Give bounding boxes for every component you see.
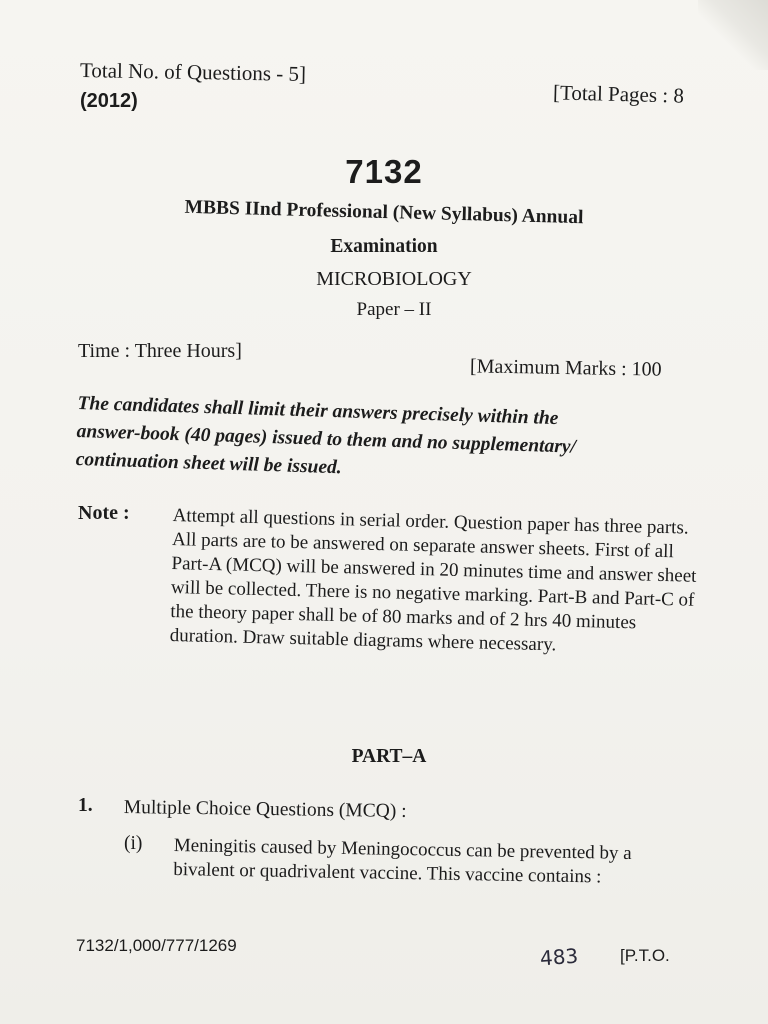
instruction-line: continuation sheet will be issued.	[75, 448, 343, 479]
paper-code: 7132	[345, 153, 423, 190]
note-label: Note :	[78, 502, 130, 524]
maximum-marks: [Maximum Marks : 100	[469, 355, 662, 381]
sub-question-text: Meningitis caused by Meningococcus can be prevented by a bivalent or quadrivalent vaccine. This vaccine contains :	[173, 834, 632, 888]
part-a-heading: PART–A	[351, 746, 427, 767]
instruction-line: The candidates shall limit their answers precisely within the	[77, 392, 559, 430]
exam-title-line2: Examination	[330, 236, 438, 257]
total-pages: [Total Pages : 8	[552, 80, 685, 108]
instruction-line: answer-book (40 pages) issued to them and no supplementary/	[76, 420, 577, 458]
sub-question-number: (i)	[124, 833, 143, 854]
question-number: 1.	[78, 795, 93, 816]
exam-year: (2012)	[80, 90, 138, 112]
total-questions: Total No. of Questions - 5]	[79, 58, 307, 86]
note-text: Attempt all questions in serial order. Question paper has three parts. All parts are to be answered on separate answer sheets. First of all Part-A (MCQ) will be answered in 20 minutes time and answer sheet will be collected. There is no negative marking. Part-B and Part-C of the theory paper shall be of 80 marks and of 2 hrs 40 minutes duration. Draw suitable diagrams where necessary.	[169, 504, 697, 656]
question-text: Multiple Choice Questions (MCQ) :	[123, 797, 407, 822]
handwritten-note: 483	[539, 943, 579, 971]
page-corner-fold	[698, 0, 768, 70]
subject-title: MICROBIOLOGY	[316, 268, 472, 290]
pto-marker: [P.T.O.	[620, 946, 670, 965]
exam-title-line1: MBBS IInd Professional (New Syllabus) Annual	[184, 196, 584, 229]
candidate-instructions	[75, 390, 577, 490]
paper-number: Paper – II	[356, 299, 432, 320]
exam-time: Time : Three Hours]	[78, 340, 242, 362]
footer-print-code: 7132/1,000/777/1269	[76, 936, 237, 955]
